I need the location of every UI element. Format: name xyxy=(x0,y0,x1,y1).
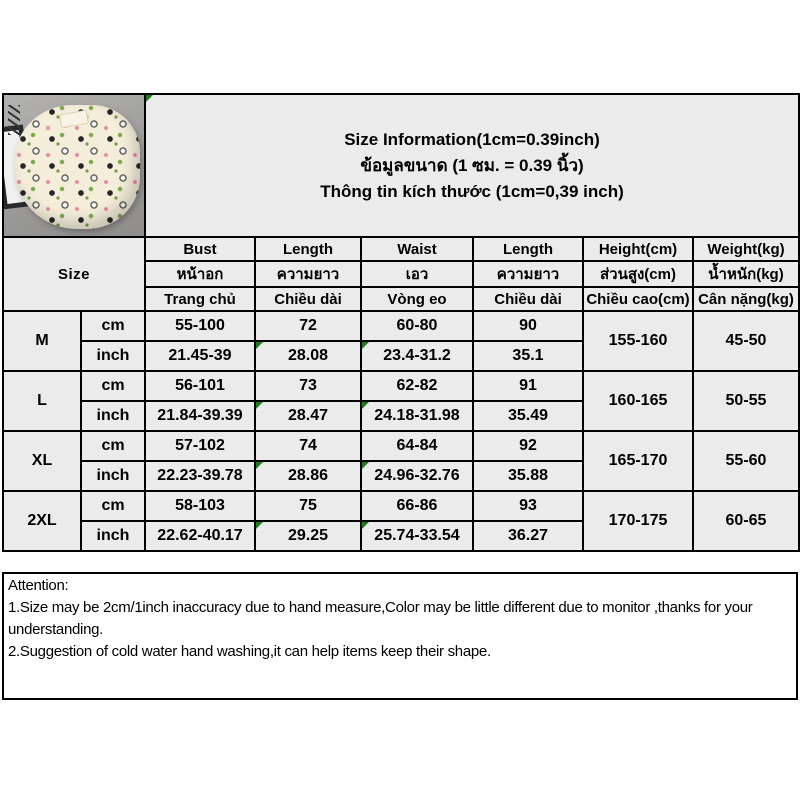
xl-cm-length2: 92 xyxy=(473,431,583,461)
l-inch-waist-value: 24.18-31.98 xyxy=(374,407,460,424)
xl-weight: 55-60 xyxy=(693,431,799,491)
excel-error-marker xyxy=(362,402,369,409)
m-inch-length2: 35.1 xyxy=(473,341,583,371)
2xl-inch-length xyxy=(255,521,361,551)
unit-inch: inch xyxy=(81,521,145,551)
xl-cm-bust: 57-102 xyxy=(145,431,255,461)
xl-inch-waist xyxy=(361,461,473,491)
2xl-cm-bust: 58-103 xyxy=(145,491,255,521)
l-inch-length-value: 28.47 xyxy=(287,407,329,424)
header-height: Height(cm) xyxy=(583,237,693,261)
xl-inch-waist-value: 24.96-32.76 xyxy=(374,467,460,484)
title-english: Size Information(1cm=0.39inch) xyxy=(344,129,600,149)
m-inch-waist-value: 23.4-31.2 xyxy=(383,347,451,364)
xl-inch-length2: 35.88 xyxy=(473,461,583,491)
header-row-english xyxy=(3,237,799,261)
m-cm-length: 72 xyxy=(255,311,361,341)
l-height: 160-165 xyxy=(583,371,693,431)
m-cm-bust: 55-100 xyxy=(145,311,255,341)
unit-cm: cm xyxy=(81,491,145,521)
attention-line-2: 2.Suggestion of cold water hand washing,it can help items keep their shape. xyxy=(8,643,491,660)
2xl-weight: 60-65 xyxy=(693,491,799,551)
excel-error-marker xyxy=(362,342,369,349)
attention-line-1: 1.Size may be 2cm/1inch inaccuracy due to hand measure,Color may be little different due to monitor ,thanks for your understanding. xyxy=(8,599,753,638)
excel-error-marker xyxy=(146,95,153,102)
header-weight-th: น้ำหนัก(kg) xyxy=(693,261,799,287)
header-length-th: ความยาว xyxy=(255,261,361,287)
header-length: Length xyxy=(255,237,361,261)
l-cm-waist: 62-82 xyxy=(361,371,473,401)
header-weight-vi: Cân nặng(kg) xyxy=(693,287,799,311)
l-inch-waist xyxy=(361,401,473,431)
2xl-cm-length2: 93 xyxy=(473,491,583,521)
size-chart-sheet xyxy=(2,93,798,552)
header-height-th: ส่วนสูง(cm) xyxy=(583,261,693,287)
xl-inch-length-value: 28.86 xyxy=(287,467,329,484)
xl-height: 165-170 xyxy=(583,431,693,491)
size-table xyxy=(2,93,800,552)
m-cm-waist: 60-80 xyxy=(361,311,473,341)
header-waist-th: เอว xyxy=(361,261,473,287)
excel-error-marker xyxy=(362,462,369,469)
size-m-label: M xyxy=(3,311,81,371)
2xl-inch-length2: 36.27 xyxy=(473,521,583,551)
unit-cm: cm xyxy=(81,431,145,461)
product-photo xyxy=(4,95,144,236)
m-cm-length2: 90 xyxy=(473,311,583,341)
size-xl-label: XL xyxy=(3,431,81,491)
header-length2-vi: Chiều dài xyxy=(473,287,583,311)
2xl-inch-waist xyxy=(361,521,473,551)
unit-cm: cm xyxy=(81,371,145,401)
header-bust-th: หน้าอก xyxy=(145,261,255,287)
l-weight: 50-55 xyxy=(693,371,799,431)
2xl-height: 170-175 xyxy=(583,491,693,551)
xl-cm-length: 74 xyxy=(255,431,361,461)
m-height: 155-160 xyxy=(583,311,693,371)
attention-note xyxy=(2,572,798,700)
excel-error-marker xyxy=(256,462,263,469)
2xl-inch-length-value: 29.25 xyxy=(287,527,329,544)
2xl-inch-bust: 22.62-40.17 xyxy=(145,521,255,551)
excel-error-marker xyxy=(256,342,263,349)
size-2xl-label: 2XL xyxy=(3,491,81,551)
unit-cm: cm xyxy=(81,311,145,341)
size-l-label: L xyxy=(3,371,81,431)
size-corner-cell: Size xyxy=(3,237,145,311)
header-length2-th: ความยาว xyxy=(473,261,583,287)
excel-error-marker xyxy=(256,522,263,529)
header-weight: Weight(kg) xyxy=(693,237,799,261)
header-bust-vi: Trang chủ xyxy=(145,287,255,311)
l-inch-length xyxy=(255,401,361,431)
l-cm-length: 73 xyxy=(255,371,361,401)
row-2xl-cm xyxy=(3,491,799,521)
m-weight: 45-50 xyxy=(693,311,799,371)
header-length2: Length xyxy=(473,237,583,261)
m-inch-length-value: 28.08 xyxy=(287,347,329,364)
title-row xyxy=(3,94,799,237)
2xl-cm-waist: 66-86 xyxy=(361,491,473,521)
row-xl-cm xyxy=(3,431,799,461)
header-height-vi: Chiều cao(cm) xyxy=(583,287,693,311)
xl-inch-length xyxy=(255,461,361,491)
header-waist-vi: Vòng eo xyxy=(361,287,473,311)
excel-error-marker xyxy=(256,402,263,409)
l-inch-bust: 21.84-39.39 xyxy=(145,401,255,431)
m-inch-length xyxy=(255,341,361,371)
excel-error-marker xyxy=(362,522,369,529)
xl-inch-bust: 22.23-39.78 xyxy=(145,461,255,491)
m-inch-bust: 21.45-39 xyxy=(145,341,255,371)
m-inch-waist xyxy=(361,341,473,371)
row-m-cm xyxy=(3,311,799,341)
l-cm-length2: 91 xyxy=(473,371,583,401)
title-vietnamese: Thông tin kích thước (1cm=0,39 inch) xyxy=(320,181,624,201)
title-thai: ข้อมูลขนาด (1 ซม. = 0.39 นิ้ว) xyxy=(360,155,584,175)
xl-cm-waist: 64-84 xyxy=(361,431,473,461)
row-l-cm xyxy=(3,371,799,401)
product-photo-cell xyxy=(3,94,145,237)
l-cm-bust: 56-101 xyxy=(145,371,255,401)
header-bust: Bust xyxy=(145,237,255,261)
unit-inch: inch xyxy=(81,401,145,431)
header-length-vi: Chiều dài xyxy=(255,287,361,311)
l-inch-length2: 35.49 xyxy=(473,401,583,431)
header-waist: Waist xyxy=(361,237,473,261)
unit-inch: inch xyxy=(81,341,145,371)
2xl-cm-length: 75 xyxy=(255,491,361,521)
frame-art-decor xyxy=(8,105,20,135)
unit-inch: inch xyxy=(81,461,145,491)
attention-heading: Attention: xyxy=(8,577,69,594)
2xl-inch-waist-value: 25.74-33.54 xyxy=(374,527,460,544)
title-block xyxy=(145,94,799,237)
